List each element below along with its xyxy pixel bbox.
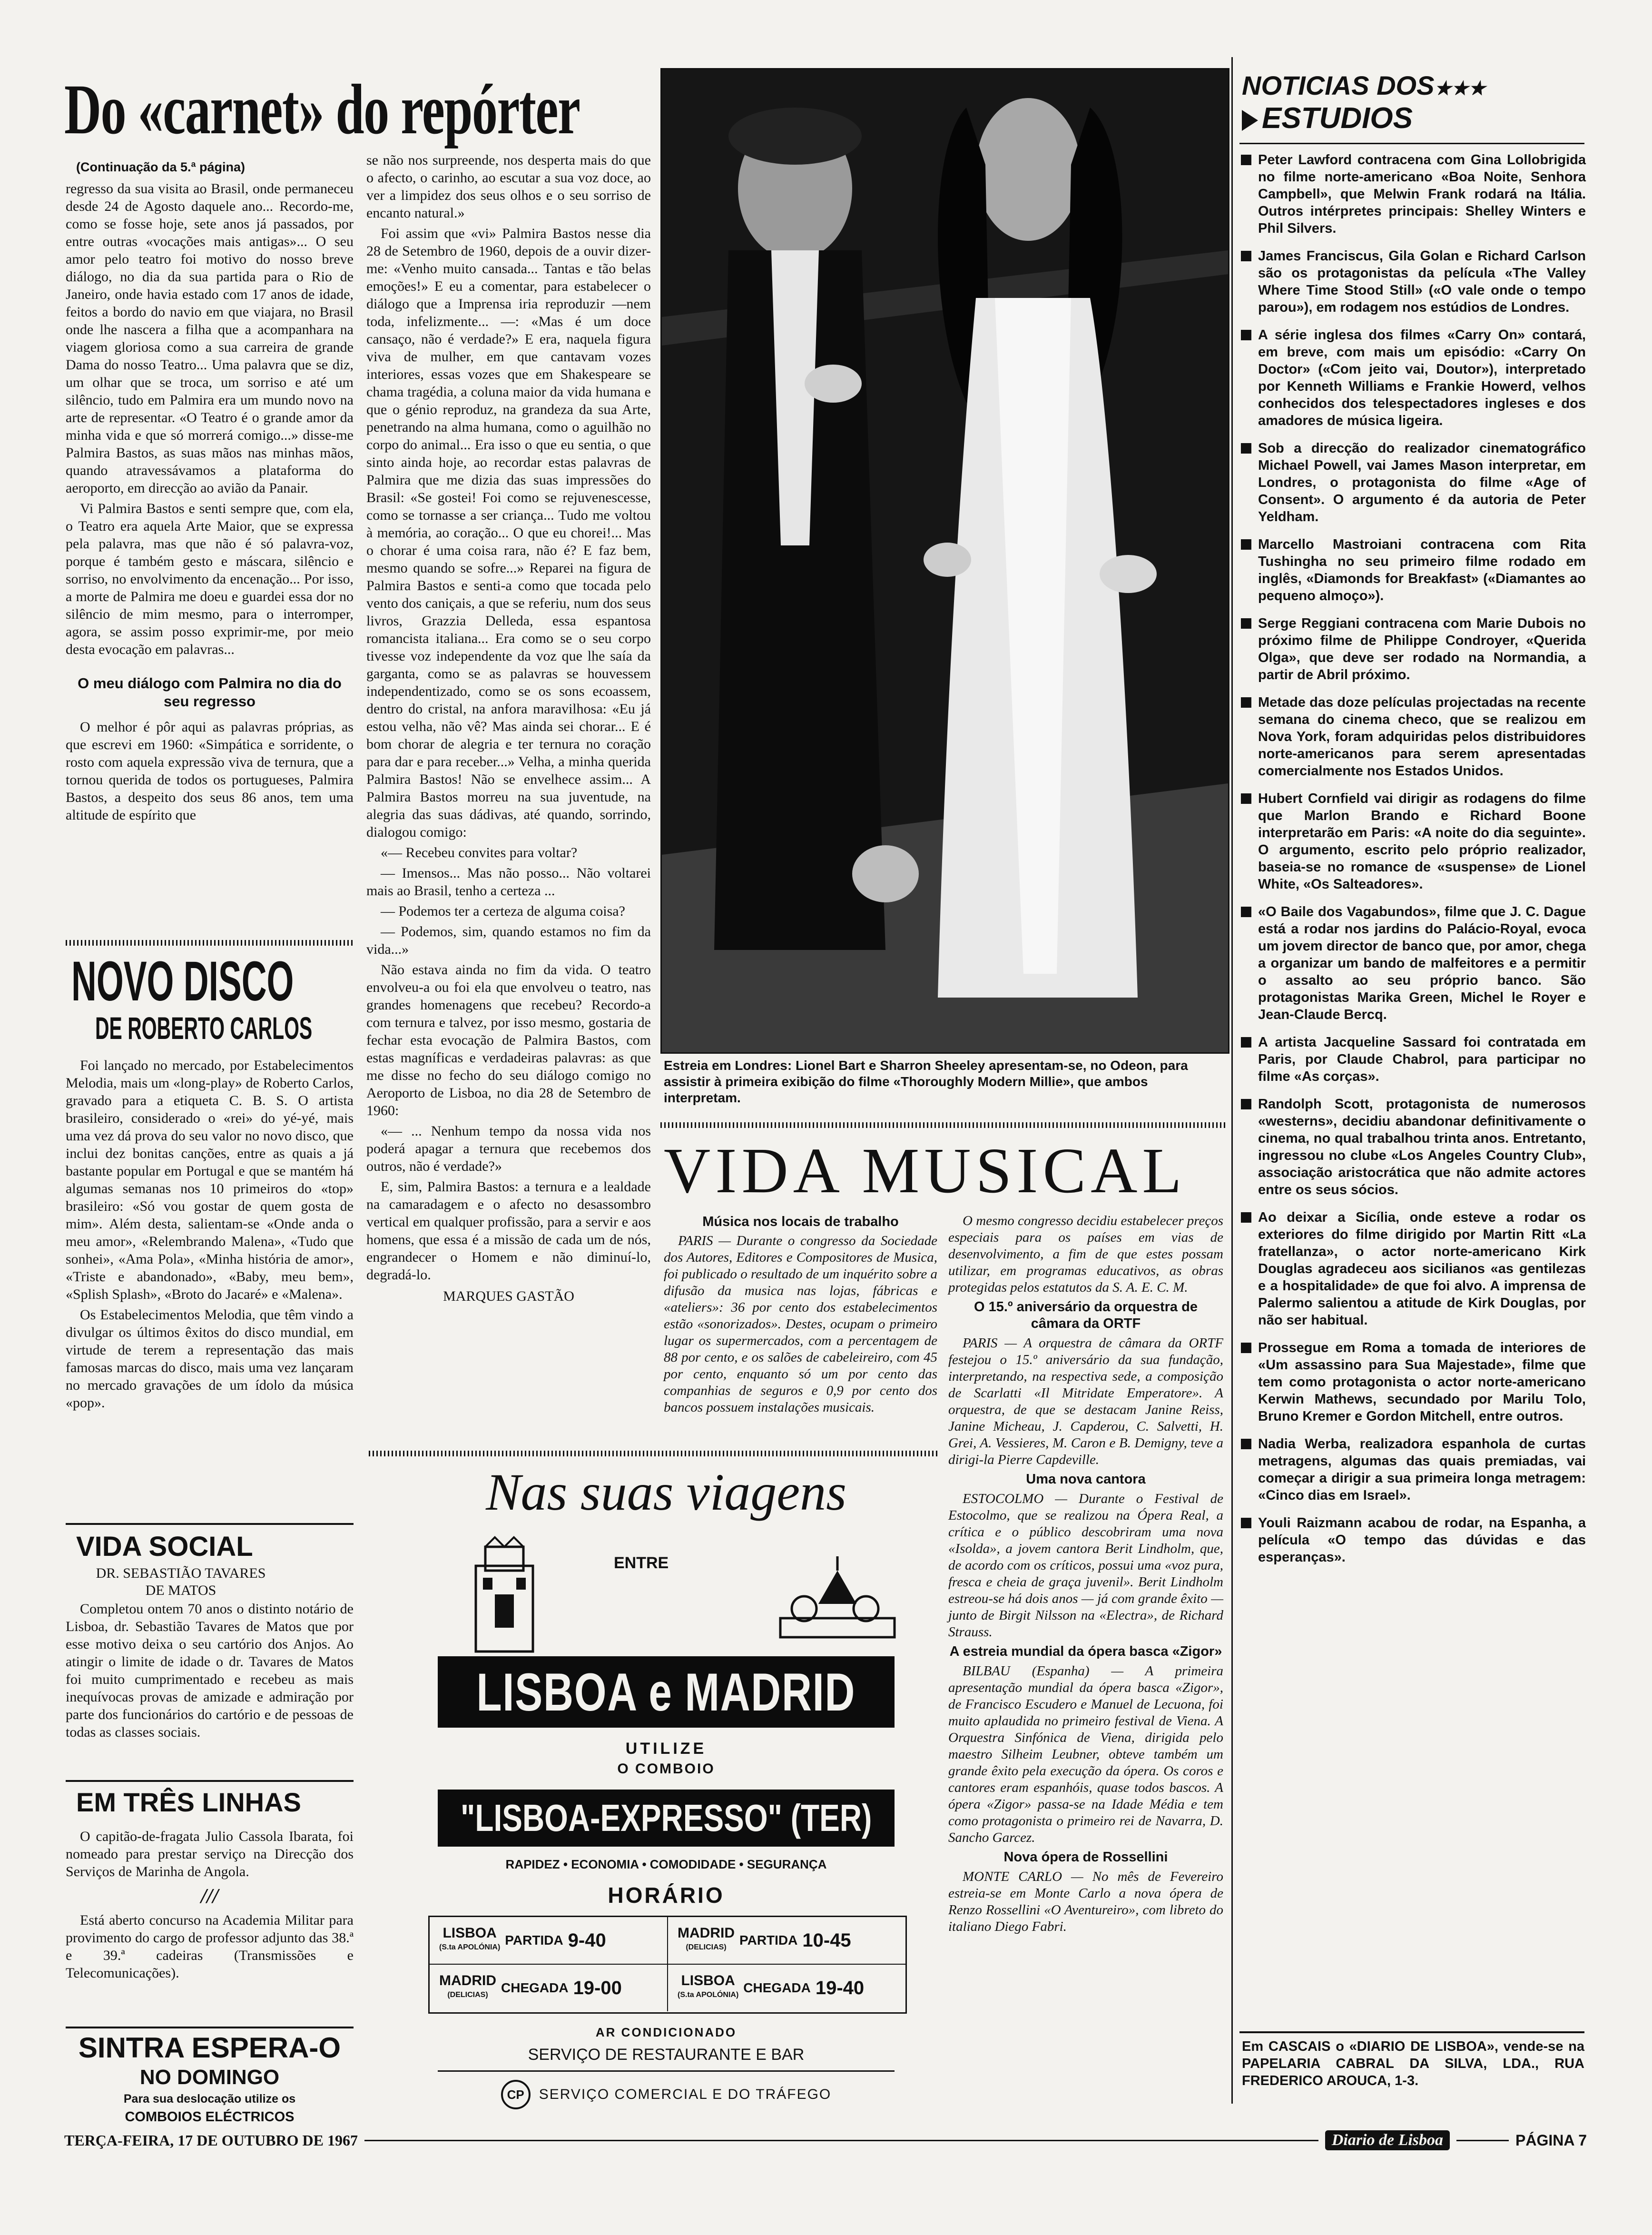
novo-disco-title: NOVO DISCO [71, 950, 294, 1013]
timetable-station: (S.ta APOLÓNIA) [439, 1943, 501, 1951]
vida-musical-title: VIDA MUSICAL [664, 1135, 1187, 1207]
ad-horario: HORÁRIO [608, 1883, 725, 1908]
news-item: A série inglesa dos filmes «Carry On» contará, em breve, com mais um episódio: «Carry On Doctor» («Com jeito vai, Doutor»), interpretado por Kenneth Williams e Frankie Howerd, velhos conhecidos dos telespectadores ingleses e dos amadores de música ligeira. [1241, 326, 1586, 429]
ad-footer: SERVIÇO COMERCIAL E DO TRÁFEGO [539, 2087, 832, 2102]
section-divider [66, 1523, 354, 1525]
rossellini-text: MONTE CARLO — No mês de Fevereiro estreia-se em Monte Carlo a nova ópera de Renzo Rossellini «O Aventureiro», com libreto do italiano Diego Fabri. [948, 1869, 1223, 1934]
carnet-paragraph: Foi assim que «vi» Palmira Bastos nesse dia 28 de Setembro de 1960, depois de a ouvir dizer-me: «Venho muito cansada... Tantas e tão belas emoções!» E eu a comentar, para estabelecer o diálogo que a Imprensa iria reproduzir —nem toda, infelizmente... —: «Mas é um doce cansaço, não é verdade?» E era, naquela figura viva de mulher, em que cantavam vozes interiores, essas vozes que em Shakespeare se chama tragédia, a coluna maior da vida humana e que o génio reproduz, na grandeza da sua Arte, penetrando na alma humana, como o aguilhão no corpo do animal... Era isso o que eu sentia, o que sinto ainda hoje, ao recordar estas palavras de Palmira que me dizia das suas impressões do Brasil: «Se gostei! Foi como se rejuvenescesse, como se tornasse a ser criança... Tudo me voltou à memória, ao coração... O que eu chorei!... Mas o chorar é uma coisa rara, não é? E faz bem, mesmo quando se sofre...» Reparei na figura de Palmira Bastos e senti-a como que tocada pelo vento dos caniçais, a que se referiu, num dos seus livros, Grazzia Delleda, essa espantosa romancista italiana... Era como se o seu corpo tivesse voz independente da voz que lhe saía da garganta, como se as palavras se houvessem independentizado, como se os sons ecoassem, dentro do cristal, na anfora maravilhosa: «Eu já estou velha, não vê? Mas ainda sei chorar... E é bom chorar de alegria e ter ternura no coração para dar e para receber...» Velha, a minha querida Palmira Bastos! Não se envelhece assim... A Palmira Bastos morreu na sua juventude, na alegria das suas dádivas, até quando, sorrindo, dialogou comigo: [366, 226, 651, 840]
timetable-time: 10-45 [802, 1929, 851, 1951]
tres-linhas-paragraph: Está aberto concurso na Academia Militar para provimento do cargo de professor adjunto das 38.ª e 39.ª cadeiras (Transmissões e Telecomunicações). [66, 1912, 354, 1981]
timetable-kind: CHEGADA [743, 1980, 811, 1995]
ad-comboio: O COMBOIO [617, 1761, 715, 1777]
bullet-square-icon [1241, 155, 1251, 165]
nova-cantora-head: Uma nova cantora [1026, 1472, 1146, 1487]
train-advertisement [409, 1461, 923, 2127]
ad-features: RAPIDEZ • ECONOMIA • COMODIDADE • SEGURANÇA [505, 1857, 827, 1871]
bullet-square-icon [1241, 907, 1251, 917]
ad-servico: SERVIÇO DE RESTAURANTE E BAR [528, 2046, 805, 2064]
news-item: James Franciscus, Gila Golan e Richard Carlson são os protagonistas da película «The Valley Where Time Stood Still» («O vale onde o tempo parou»), em rodagem nos estúdios de Londres. [1241, 247, 1586, 316]
timetable-row [430, 1965, 905, 2011]
sintra-title: SINTRA ESPERA-O [78, 2032, 341, 2064]
noticias-title-line1: NOTICIAS DOS★★★ [1242, 70, 1486, 100]
news-item: Metade das doze películas projectadas na recente semana do cinema checo, que se realizou em Nova York, foram adquiridas pelos distribuidores norte-americanos para serem apresentadas comercialmente nos Estados Unidos. [1241, 694, 1586, 780]
vida-musical-column-2 [948, 1213, 1223, 2126]
section-divider [1239, 143, 1584, 144]
bullet-square-icon [1241, 1439, 1251, 1449]
news-item: Nadia Werba, realizadora espanhola de curtas metragens, algumas das quais premiadas, vai começar a dirigir a sua primeira longa metragem: «Cinco dias em Israel». [1241, 1435, 1586, 1504]
bullet-square-icon [1241, 1343, 1251, 1353]
ad-headline: Nas suas viagens [486, 1463, 846, 1521]
bullet-square-icon [1241, 618, 1251, 629]
footer-rule [1456, 2140, 1509, 2141]
bullet-square-icon [1241, 1212, 1251, 1223]
photo-image [662, 69, 1228, 1052]
carnet-paragraph: — Imensos... Mas não posso... Não voltarei mais ao Brasil, tenho a certeza ... [366, 865, 651, 899]
section-divider [66, 2027, 354, 2028]
bullet-square-icon [1241, 793, 1251, 804]
ad-ar-condicionado: AR CONDICIONADO [595, 2025, 737, 2039]
timetable-kind: CHEGADA [501, 1980, 569, 1995]
timetable-row [430, 1917, 905, 1965]
vida-social-subhead: DR. SEBASTIÃO TAVARES DE MATOS [96, 1565, 266, 1598]
news-item: «O Baile dos Vagabundos», filme que J. C. Dague está a rodar nos jardins do Palácio-Royal, evoca um jovem director de banco que, por amor, chega a organizar um bando de malfeitores e a permitir o assalto ao seu próprio banco. São protagonistas Marika Green, Michel le Royer e Jean-Claude Bercq. [1241, 903, 1586, 1023]
carnet-paragraph: «— ... Nenhum tempo da nossa vida nos poderá apagar a ternura que recebemos dos outros, não é verdade?» [366, 1123, 651, 1174]
noticias-title-line2: ESTUDIOS [1242, 103, 1584, 134]
ad-entre: ENTRE [614, 1554, 669, 1572]
vida-social-title: VIDA SOCIAL [76, 1531, 253, 1562]
tres-linhas-separator: /// [201, 1884, 218, 1908]
photo-caption: Estreia em Londres: Lionel Bart e Sharron Sheeley apresentam-se, no Odeon, para assistir à primeira exibição do filme «Thoroughly Modern Millie», que ambos interpretam. [664, 1058, 1188, 1105]
ad-train-name: "LISBOA-EXPRESSO" (TER) [460, 1797, 872, 1839]
footer-date: TERÇA-FEIRA, 17 DE OUTUBRO DE 1967 [64, 2131, 358, 2149]
timetable-city: MADRID [678, 1925, 735, 1941]
ad-divider [438, 2070, 895, 2072]
carnet-column-1 [66, 180, 354, 823]
section-divider [660, 1122, 1227, 1128]
column-rule [1231, 57, 1233, 2104]
cp-logo-icon: CP [501, 2080, 531, 2109]
ad-timetable [428, 1916, 907, 2014]
arrow-icon [1242, 110, 1258, 131]
news-item: Youli Raizmann acabou de rodar, na Espanha, a película «O tempo das dúvidas e das esperanças». [1241, 1514, 1586, 1566]
news-item: A artista Jacqueline Sassard foi contratada em Paris, por Claude Chabrol, para participar no filme «As corças». [1241, 1034, 1586, 1085]
news-item: Prossegue em Roma a tomada de interiores de «Um assassino para Sua Majestade», filme que tem como protagonista o actor norte-americano Kerwin Mathews, secundado por Marilu Tolo, Bruno Kremer e Gordon Mitchell, entre outros. [1241, 1339, 1586, 1425]
timetable-station: (DELICIAS) [686, 1943, 727, 1951]
noticias-list [1241, 151, 1586, 1960]
premiere-photo [660, 68, 1229, 1054]
monument-icon [771, 1552, 904, 1647]
bullet-square-icon [1241, 1037, 1251, 1048]
section-divider [369, 1451, 937, 1456]
zigor-head: A estreia mundial da ópera basca «Zigor» [949, 1644, 1222, 1659]
timetable-time: 19-40 [815, 1977, 865, 1998]
news-item: Peter Lawford contracena com Gina Lollobrigida no filme norte-americano «Boa Noite, Senhora Campbell», que Melwin Frank rodará na Itália. Outros intérpretes principais: Shelley Winters e Phil Silvers. [1241, 151, 1586, 237]
timetable-city: LISBOA [681, 1973, 735, 1988]
timetable-city: LISBOA [442, 1925, 497, 1941]
tower-icon [457, 1537, 552, 1656]
ortf-text: PARIS — A orquestra de câmara da ORTF festejou o 15.º aniversário da sua fundação, interpretando, na respectiva sede, a composição de Scarlatti «Il Mitridate Emperatore». A orquestra, de que se destacam Janine Reiss, Janine Micheau, J. Capderou, C. Salvetti, H. Grei, A. Vessieres, M. Caron e B. Demigny, teve a dirigi-la Pierre Capdeville. [948, 1335, 1223, 1467]
timetable-station: (S.ta APOLÓNIA) [678, 1991, 739, 1999]
sintra-subtitle: NO DOMINGO [139, 2066, 280, 2089]
carnet-paragraph: — Podemos, sim, quando estamos no fim da vida...» [366, 924, 651, 957]
zigor-text: BILBAU (Espanha) — A primeira apresentação mundial da ópera basca «Zigor», de Francisco Escudero e Manuel de Lecuona, foi muito aplaudida no primeiro festival de Viena. A Orquestra Sinfónica de Viena, dirigida pelo maestro Silheim Leubner, obteve também um grande êxito pela execução da ópera. Os coros e cantores eram espanhóis, quase todos bascos. A ópera «Zigor» passa-se na Idade Média e tem como protagonista o primeiro rei de Navarra, D. Sancho Garcez. [948, 1663, 1223, 1845]
carnet-paragraph: regresso da sua visita ao Brasil, onde permaneceu desde 24 de Agosto daquele ano... Recordo-me, como se fosse hoje, sete anos já passados, por entre outras «vocações mais antigas»... O seu amor pelo teatro foi motivo do nosso breve diálogo, no dia da sua partida para o Rio de Janeiro, onde havia estado com 17 anos de idade, feitos a bordo do navio em que viajara, no Brasil onde lhe nascera a filha que a acompanhara na viagem gloriosa como a sua carreira de grande Dama do nosso Teatro... Uma palavra que se diz, um olhar que se troca, um sorriso e até um silêncio, tudo em Palmira era um mundo novo na arte de representar. «O Teatro é o grande amor da minha vida e que só morrerá comigo...» disse-me Palmira Bastos, as suas mãos nas minhas mãos, quando atravessávamos a plataforma do aeroporto, em direcção ao avião da Panair. [66, 181, 354, 496]
novo-disco-subtitle: DE ROBERTO CARLOS [95, 1010, 313, 1046]
timetable-kind: PARTIDA [505, 1933, 563, 1948]
timetable-time: 19-00 [573, 1977, 622, 1998]
novo-disco-paragraph: Os Estabelecimentos Melodia, que têm vindo a divulgar os últimos êxitos do disco mundial, em virtude de terem a representação das mais famosas marcas do disco, mais uma vez lançaram no mercado gravações de um ídolo da música «pop». [66, 1307, 354, 1411]
novo-disco-paragraph: Foi lançado no mercado, por Estabelecimentos Melodia, mais um «long-play» de Roberto Carlos, gravado para a etiqueta C. B. S. O artista brasileiro, considerado o «rei» do yé-yé, mais uma vez dá prova do seu valor no novo disco, que inclui dez bonitas canções, entre as quais a já bastante popular em Portugal e que se mantém há algumas semanas nos 10 primeiros do «top» brasileiro: «Só vou gostar de quem gosta de mim». Além desta, salientam-se «Onde anda o meu amor», «Relembrando Malena», «Tudo que sonhei», «Ama Pola», «Minha história de amor», «Triste e abandonado», «Baby, meu bem», «Splish Splash», «Broto do Jacaré» e «Malena». [66, 1058, 354, 1302]
sintra-line1: Para sua deslocação utilize os [123, 2092, 296, 2106]
cascais-notice: Em CASCAIS o «DIARIO DE LISBOA», vende-se na PAPELARIA CABRAL DA SILVA, LDA., RUA FREDERICO AROUCA, 1-3. [1242, 2039, 1584, 2088]
timetable-city: MADRID [439, 1973, 496, 1988]
carnet-paragraph: Não estava ainda no fim da vida. O teatro envolveu-a ou foi ela que envolveu o teatro, nas grandes homenagens que recebeu? Recordo-a com ternura e talvez, por isso mesmo, gostaria de fechar esta evocação de Palmira Bastos, com estas magníficas e verdadeiras palavras: as que me disse no fecho do seu diálogo comigo no Aeroporto de Lisboa, no dia 28 de Setembro de 1960: [366, 962, 651, 1118]
vida-social-body [66, 1600, 354, 1781]
bullet-square-icon [1241, 330, 1251, 340]
carnet-signature: MARQUES GASTÃO [443, 1288, 574, 1304]
bullet-square-icon [1241, 1518, 1251, 1528]
carnet-paragraph: Vi Palmira Bastos e senti sempre que, com ela, o Teatro era aquela Arte Maior, que se expressa pela palavra, mas que não é só palavra-voz, porque é também gesto e máscara, silêncio e sorriso, no envolvimento da encenação... Por isso, a morte de Palmira me doeu e guardei essa dor no silêncio de mim mesmo, para o interromper, agora, se assim posso exprimir-me, por meio desta evocação em palavras... [66, 501, 354, 657]
stars-icon: ★★★ [1434, 78, 1486, 99]
timetable-kind: PARTIDA [739, 1933, 798, 1948]
sintra-line2: COMBOIOS ELÉCTRICOS [125, 2109, 295, 2125]
carnet-paragraph: «— Recebeu convites para voltar? [381, 845, 578, 860]
carnet-paragraph: O melhor é pôr aqui as palavras próprias, as que escrevi em 1960: «Simpática e sorridente, o rosto com aquela expressão viva de ternura, que a tornou querida de todos os portugueses, Palmira Bastos, a despeito dos seus 86 anos, tem uma altitude de espírito que [66, 719, 354, 823]
timetable-time: 9-40 [568, 1929, 606, 1951]
continuation-note: (Continuação da 5.ª página) [76, 160, 246, 174]
carnet-paragraph: — Podemos ter a certeza de alguma coisa? [381, 903, 625, 919]
page-title: Do «carnet» do repórter [64, 70, 580, 149]
bullet-square-icon [1241, 251, 1251, 261]
news-item: Marcello Mastroiani contracena com Rita Tushingha no seu primeiro filme rodado em inglês, «Diamonds for Breakfast» («Diamantes ao pequeno almoço»). [1241, 536, 1586, 604]
bullet-square-icon [1241, 697, 1251, 708]
bullet-square-icon [1241, 539, 1251, 550]
ortf-head: O 15.º aniversário da orquestra de câmara da ORTF [974, 1299, 1198, 1331]
footer-bar [64, 2128, 1587, 2152]
vida-social-paragraph: Completou ontem 70 anos o distinto notário de Lisboa, dr. Sebastião Tavares de Matos que por esse motivo deixa o seu cartório dos Anjos. Ao atingir o limite de idade o dr. Tavares de Matos foi muito cumprimentado e recebeu as mais inequívocas provas de amizade e admiração por parte dos funcionários do cartório e de pessoas de todas as classes sociais. [66, 1601, 354, 1740]
nova-cantora-text: ESTOCOLMO — Durante o Festival de Estocolmo, que se realizou na Ópera Real, a crítica e o público descobriram uma nova «Isolda», a jovem cantora Berit Lindholm, que, de acordo com os críticos, possui uma «voz pura, fresca e cheia de graça juvenil». Berit Lindholm estreou-se há dois anos — já com grande êxito — junto de Birgit Nilsson na «Electra», de Richard Strauss. [948, 1491, 1223, 1640]
news-item: Hubert Cornfield vai dirigir as rodagens do filme que Marlon Brando e Richard Boone interpretarão em Paris: «A noite do dia seguinte». O argumento, escrito pelo próprio realizador, baseia-se no romance de «suspense» de Lionel White, «Os Salteadores». [1241, 790, 1586, 893]
musica-locais-head: Música nos locais de trabalho [702, 1214, 899, 1229]
news-item: Serge Reggiani contracena com Marie Dubois no próximo filme de Philippe Condroyer, «Querida Olga», que deve ser rodado na Normandia, a partir de Abril próximo. [1241, 615, 1586, 683]
noticias-header [1242, 71, 1584, 138]
footer-rule [364, 2140, 1318, 2141]
musica-locais-text-b: O mesmo congresso decidiu estabelecer preços especiais para os países em vias de desenvolvimento, a fim de que estes possam utilizar, em programas educativos, as obras protegidas pelos estatutos da S. A. E. C. M. [948, 1213, 1223, 1295]
carnet-paragraph: se não nos surpreende, nos desperta mais do que o afecto, o carinho, ao escutar a sua voz doce, ao ver a limpidez dos seus olhos e o seu sorriso de encanto natural.» [366, 152, 651, 221]
vida-musical-column-1 [664, 1213, 937, 1446]
news-item: Ao deixar a Sicília, onde esteve a rodar os exteriores do filme dirigido por Martin Ritt «La fratellanza», o actor norte-americano Kirk Douglas agradeceu aos sicilianos «as gentilezas e a hospitalidade» de que foi alvo. A imprensa de Palermo salientou a atitude de Kirk Douglas, por não ser habitual. [1241, 1209, 1586, 1329]
musica-locais-text: PARIS — Durante o congresso da Sociedade dos Autores, Editores e Compositores de Musica, foi publicado o resultado de um inquérito sobre a difusão da musica nas lojas, fábricas e «ateliers»: 36 por cento dos estabelecimentos estão «sonorizados». Destes, ocupam o primeiro lugar os supermercados, com a percentagem de 88 por cento, e os salões de cabeleireiro, com 45 por cento, enquanto só um por cento das companhias de seguros e 0,9 por cento dos bancos possuem instalações musicais. [664, 1233, 937, 1415]
novo-disco-body [66, 1057, 354, 1528]
column-divider [66, 940, 354, 946]
news-item: Randolph Scott, protagonista de numerosos «westerns», decidiu abandonar definitivamente o cinema, no qual trabalhou trinta anos. Entretanto, ingressou no clube «Los Angeles Country Club», associação aristocrática que não admite actores entre os seus sócios. [1241, 1096, 1586, 1198]
carnet-column-2 [366, 151, 651, 1465]
carnet-subhead: O meu diálogo com Palmira no dia do seu regresso [78, 675, 342, 710]
bullet-square-icon [1241, 1099, 1251, 1109]
ad-cities: LISBOA e MADRID [476, 1662, 856, 1722]
news-item: Sob a direcção do realizador cinematográfico Michael Powell, vai James Mason interpretar, em Londres, o protagonista do filme «Age of Consent». O argumento é da autoria de Peter Yeldham. [1241, 440, 1586, 525]
bullet-square-icon [1241, 443, 1251, 454]
ad-cities-banner [438, 1656, 895, 1728]
newspaper-logo: Diario de Lisboa [1325, 2130, 1450, 2150]
rossellini-head: Nova ópera de Rossellini [1003, 1849, 1168, 1865]
carnet-paragraph: E, sim, Palmira Bastos: a ternura e a lealdade na camaradagem e o afecto no desassombro vertical em qualquer profissão, para a servir e aos homens, que essa é a missão de cada um de nós, engrandecer o Homem e não diminuí-lo, degradá-lo. [366, 1179, 651, 1283]
tres-linhas-title: EM TRÊS LINHAS [76, 1787, 301, 1817]
ad-train-banner [438, 1790, 895, 1847]
tres-linhas-body [66, 1828, 354, 2023]
timetable-station: (DELICIAS) [447, 1991, 488, 1999]
section-divider [66, 1780, 354, 1782]
page-number: PÁGINA 7 [1515, 2131, 1587, 2149]
section-divider [1239, 2031, 1584, 2033]
tres-linhas-paragraph: O capitão-de-fragata Julio Cassola Ibarata, foi nomeado para prestar serviço na Direcção dos Serviços de Marinha de Angola. [66, 1829, 354, 1879]
ad-utilize: UTILIZE [625, 1740, 707, 1758]
